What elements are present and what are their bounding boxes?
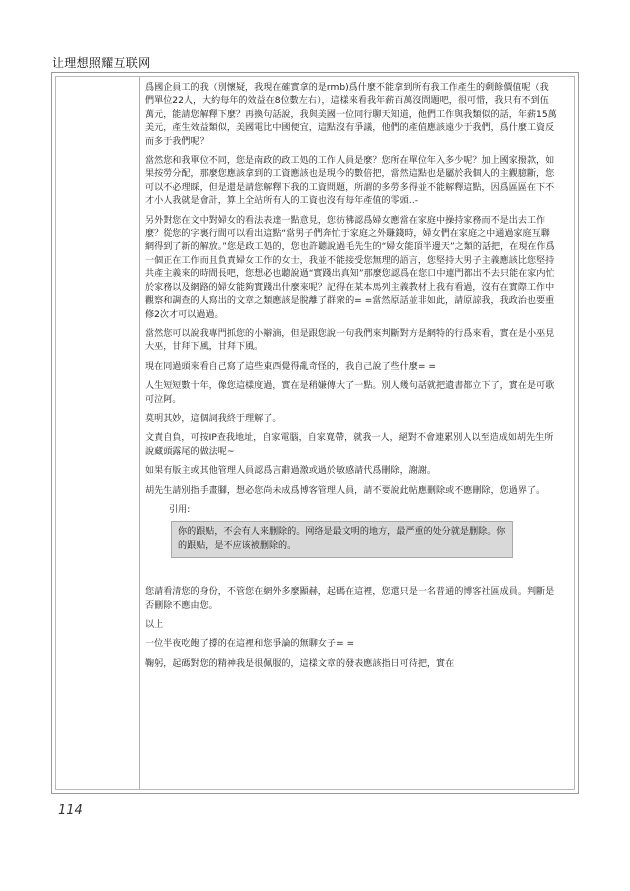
post-body xyxy=(145,82,557,677)
post-paragraph: 文責自負，可按IP查我地址，自家電腦，自家寬帶，就我一人，絕對不會連累別人以至造成如胡先生所說藏頭露尾的做法呢~ xyxy=(145,433,554,457)
post-paragraph: 您請看清您的身份，不管您在網外多麼顯赫，起碼在這裡，您還只是一名普通的博客社區成員。判斷是否刪除不應由您。 xyxy=(145,587,555,611)
spacer xyxy=(145,564,557,586)
post-paragraph: 當然您和我單位不同，您是南政的政工処的工作人員是麼？您所在單位年入多少呢？加上國家撥款，如果按勞分配，那麼您應該拿到的工資應該也是現今的數倍把，當然這點也是屬於我個人的主觀臆斷，您可以不必理睬，但是還是請您解釋下我的工資問題，所謂的多勞多得並不能解釋這點，因爲區區在下不才小人我就是會計，算上全站所有人的工資也沒有每年產值的零頭‥- xyxy=(145,156,555,207)
post-paragraph: 當然您可以說我專門抓您的小辮滴，但是跟您說一句我們來判斷對方是網特的行爲來看，實在是小巫見大巫，甘拜下風，甘拜下風。 xyxy=(145,328,555,353)
quote-text: 你的跟贴，不会有人来删除的。网络是最文明的地方，最严重的处分就是删除。你的跟贴，是不应该被删除的。 xyxy=(178,527,506,551)
quote-label: 引用: xyxy=(169,504,191,515)
post-frame-inner xyxy=(55,76,575,790)
post-paragraph: 如果有版主或其他管理人員認爲言辭過激或過於敏感請代爲刪除，謝謝。 xyxy=(145,466,437,477)
quote-box xyxy=(171,521,513,558)
author-column xyxy=(56,77,140,789)
post-paragraph: 一位半夜吃飽了撐的在這裡和您爭論的無聊女子= = xyxy=(145,639,355,650)
post-frame xyxy=(51,72,579,794)
post-paragraph: 現在同過頭來看自己寫了這些東西覺得亂奇怪的，我自己說了些什麼= = xyxy=(145,361,436,372)
post-paragraph: 爲國企員工的我（別懷疑，我現在確實拿的是rmb)爲什麼不能拿到所有我工作產生的剩餘價值呢（我們單位22人，大約每年的效益在8位數左右），這樣來看我年薪百萬沒問題吧，很可惜，我只有不到伍萬元，能請您解釋下麼？再換句話說，我與美國一位同行聊天知道，他們工作與我類似的話，年薪15萬美元，產生效益類似，美國電比中國便宜，這點沒有爭議，他們的產值應該遠少于我們，爲什麼工資反而多于我們呢？ xyxy=(145,83,557,147)
site-title: 让理想照耀互联网 xyxy=(52,56,151,70)
page-number: 114 xyxy=(58,803,83,818)
post-paragraph: 胡先生請別指手畫腳，想必您尚未成爲博客管理人員，請不要說此帖應刪除或不應刪除，您過界了。 xyxy=(145,485,546,496)
post-paragraph: 以上 xyxy=(145,620,164,630)
post-paragraph: 鞠躬，起碼對您的精神我是很佩服的，這樣文章的發表應該指日可待把，實在 xyxy=(145,658,455,669)
post-paragraph: 另外對您在文中對婦女的看法表達一點意見，您彷彿認爲婦女應當在家庭中操持家務而不是出去工作麼？從您的字裏行間可以看出這點“當男子們奔忙于家庭之外賺錢時，婦女們在家庭之中通過家庭互聯網得到了新的解放。”您是政工処的，您也許聽說過毛先生的“婦女能頂半邊天”之類的話把，在現在作爲一個正在工作而且負責婦女工作的女士，我並不能接受您無理的語言，您堅持大男子主義應該比您堅持共產主義來的時間長吧，您想必也聽說過“實踐出真知”那麼您認爲在您口中連門都出不去只能在家内忙於家務以及網路的婦女能夠實踐出什麼來呢？記得在某本馬列主義教材上我有看過，沒有在實際工作中觀察和調查的人寫出的文章之類應該是脫離了群衆的= =當然原話並非如此，請原諒我，我政治也要重修2次才可以過過。 xyxy=(145,215,555,320)
post-paragraph: 人生短短數十年，像您這樣度過，實在是稍嫌傳大了一點。別人幾句話就把遺書都立下了，實在是可歌可泣阿。 xyxy=(145,381,555,405)
post-paragraph: 莫明其妙，這個詞我終于理解了。 xyxy=(145,413,282,424)
